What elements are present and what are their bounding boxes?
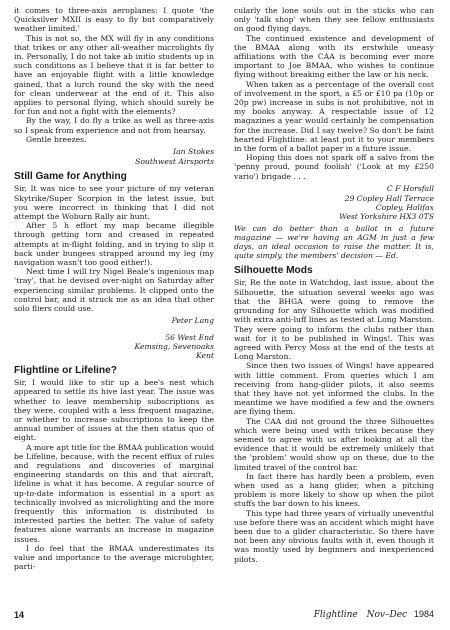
issue-year: 1984 bbox=[413, 609, 434, 619]
paragraph: Next time I will try Nigel Beale's ingenious map 'tray', that he devised over-night on Saturday after experiencing similar problems. It clipped onto the control bar, and it struck me as an idea that other solo fliers could use. bbox=[14, 267, 214, 314]
left-column bbox=[14, 6, 214, 571]
page-number: 14 bbox=[14, 610, 25, 620]
letter-signature-name: Peter Lang bbox=[171, 316, 214, 326]
article-heading: Flightline or Lifeline? bbox=[14, 365, 118, 377]
letter-address-line: Kent bbox=[195, 350, 214, 360]
paragraph: In fact there has hardly been a problem, even when used as a hang glider, when a pitching problem is more likely to show up when the pilot stuffs the bar down to his knees. bbox=[234, 471, 434, 509]
paragraph: After 5 h effort my map became illegible through getting torn and creased in repeated attempts at in-flight folding, and in trying to slip it back under bungees strapped around my leg (my navigation wasn't too good either!). bbox=[14, 221, 214, 268]
editor-note: We can do better than a ballot in a future magazine — we're having an AGM in just a few days, an ideal occasion to raise the matter. It is, quite simply, the members' decision — Ed. bbox=[234, 223, 434, 261]
paragraph: The continued existence and development of the BMAA along with its erstwhile uneasy affiliations with the CAA is becoming ever more important to Joe BMAA, who wishes to continue flying without breaking either the law or his neck. bbox=[234, 33, 434, 80]
letter-address-line: Kemsing, Sevenoaks bbox=[134, 341, 214, 351]
letter-signature-name: Ian Stokes bbox=[173, 147, 214, 157]
letter-address-line: Copley, Halifax bbox=[375, 203, 434, 213]
letter-signature-name: C F Horsfall bbox=[386, 183, 434, 193]
right-column bbox=[234, 6, 434, 564]
letter-address-line: 56 West End bbox=[165, 332, 214, 342]
paragraph: A more apt title for the BMAA publication would be Lifeline, because, with the recent efflux of rules and regulations and discoveries of marginal engineering standards on this and that aircraft, lifeline is what it has become. A regular source of up-to-date information is essential in a sport as technically involved as microlighting and the more frequently this information is distributed to interested parties the better. The value of safety features alone warrants an increase in magazine issues. bbox=[14, 442, 214, 544]
paragraph: This type had three years of virtually uneventful use before there was an accident which might have been due to a glider characteristic. So there have not been any obvious faults with it, even though it was mostly used by beginners and inexperienced pilots. bbox=[234, 508, 434, 564]
magazine-name: Flightline bbox=[313, 610, 358, 620]
paragraph: Sir, Re the note in Watchdog, last issue, about the Silhouette, the situation several weeks ago was that the BHGA were going to remove the grounding for any Silhouette which was modified with extra anti-luff lines as tested at Long Marston. They were going to inform the clubs rather than wait for it to be published in Wings!. This was agreed with Percy Moss at the end of the tests at Long Marston. bbox=[234, 278, 434, 362]
paragraph: I do feel that the BMAA underestimates its value and importance to the average microlighter, parti- bbox=[14, 543, 214, 572]
paragraph: By the way, I do fly a trike as well as three-axis so I speak from experience and not from hearsay. bbox=[14, 116, 214, 135]
running-footer bbox=[314, 609, 434, 620]
paragraph: When taken as a percentage of the overall cost of involvement in the sport, a £5 or £10 pa (10p or 20p pw) increase in subs is not prohibitive, not in my books anyway. A respectable issue of 12 magazines a year would certainly be compensation for the increase. Did I say twelve? So don't be faint hearted Flightline: at least put it to your members in the form of a ballot paper in a future issue. bbox=[234, 79, 434, 154]
article-heading: Still Game for Anything bbox=[14, 171, 127, 183]
article-heading: Silhouette Mods bbox=[234, 265, 313, 277]
letter-address-line: West Yorkshire HX3 0TS bbox=[339, 212, 434, 222]
paragraph: Hoping this does not spark off a salvo from the 'penny proud, pound foolish' ('Look at my £250 vario') brigade . . . bbox=[234, 153, 434, 181]
paragraph: it comes to three-axis aeroplanes: I quote 'the Quicksilver MXII is easy to fly but comparatively weather limited.' bbox=[14, 6, 214, 34]
paragraph: Since then two issues of Wings! have appeared with little comment. From queries which I am receiving from hang-glider pilots, it also seems that they have not yet informed the clubs. In the meantime we have modified a few and the owners are flying them. bbox=[234, 361, 434, 417]
paragraph: This is not so, the MX will fly in any conditions that trikes or any other all-weather microlights fly in. Personally, I do not take ab initio students up in such conditions as I believe that it is far better to have an enjoyable flight with a little knowledge gained, that a lurch round the sky with the need for clean underwear at the end of it. This also applies to personal flying, which should surely be for fun and not a fight with the elements? bbox=[14, 33, 214, 117]
issue-months: Nov–Dec bbox=[366, 610, 408, 620]
letter-signature-org: Southwest Airsports bbox=[135, 157, 214, 167]
paragraph: cularly the lone souls out in the sticks who can only 'talk shop' when they see fellow enthusiasts on good flying days. bbox=[234, 6, 434, 34]
letter-address-line: 29 Copley Hall Terrace bbox=[344, 194, 434, 204]
paragraph: Sir, I would like to stir up a bee's nest which appeared to settle its hive last year. The issue was whether to leave membership subscriptions as they were, coupled with a less frequent magazine, or whether to increase subscriptions to keep the annual number of issues at the then status quo of eight. bbox=[14, 378, 214, 443]
paragraph: Sir, It was nice to see your picture of my veteran Skytrike/Super Scorpion in the latest issue, but you were incorrect in thinking that I did not attempt the Woburn Rally air hunt. bbox=[14, 184, 214, 222]
paragraph: Gentle breezes. bbox=[26, 134, 87, 144]
paragraph: The CAA did not ground the three Silhouettes which were being used with trikes because they seemed to agree with us after looking at all the evidence that it would be extremely unlikely that the 'problem' would show up on these, due to the limited travel of the control bar. bbox=[234, 416, 434, 472]
